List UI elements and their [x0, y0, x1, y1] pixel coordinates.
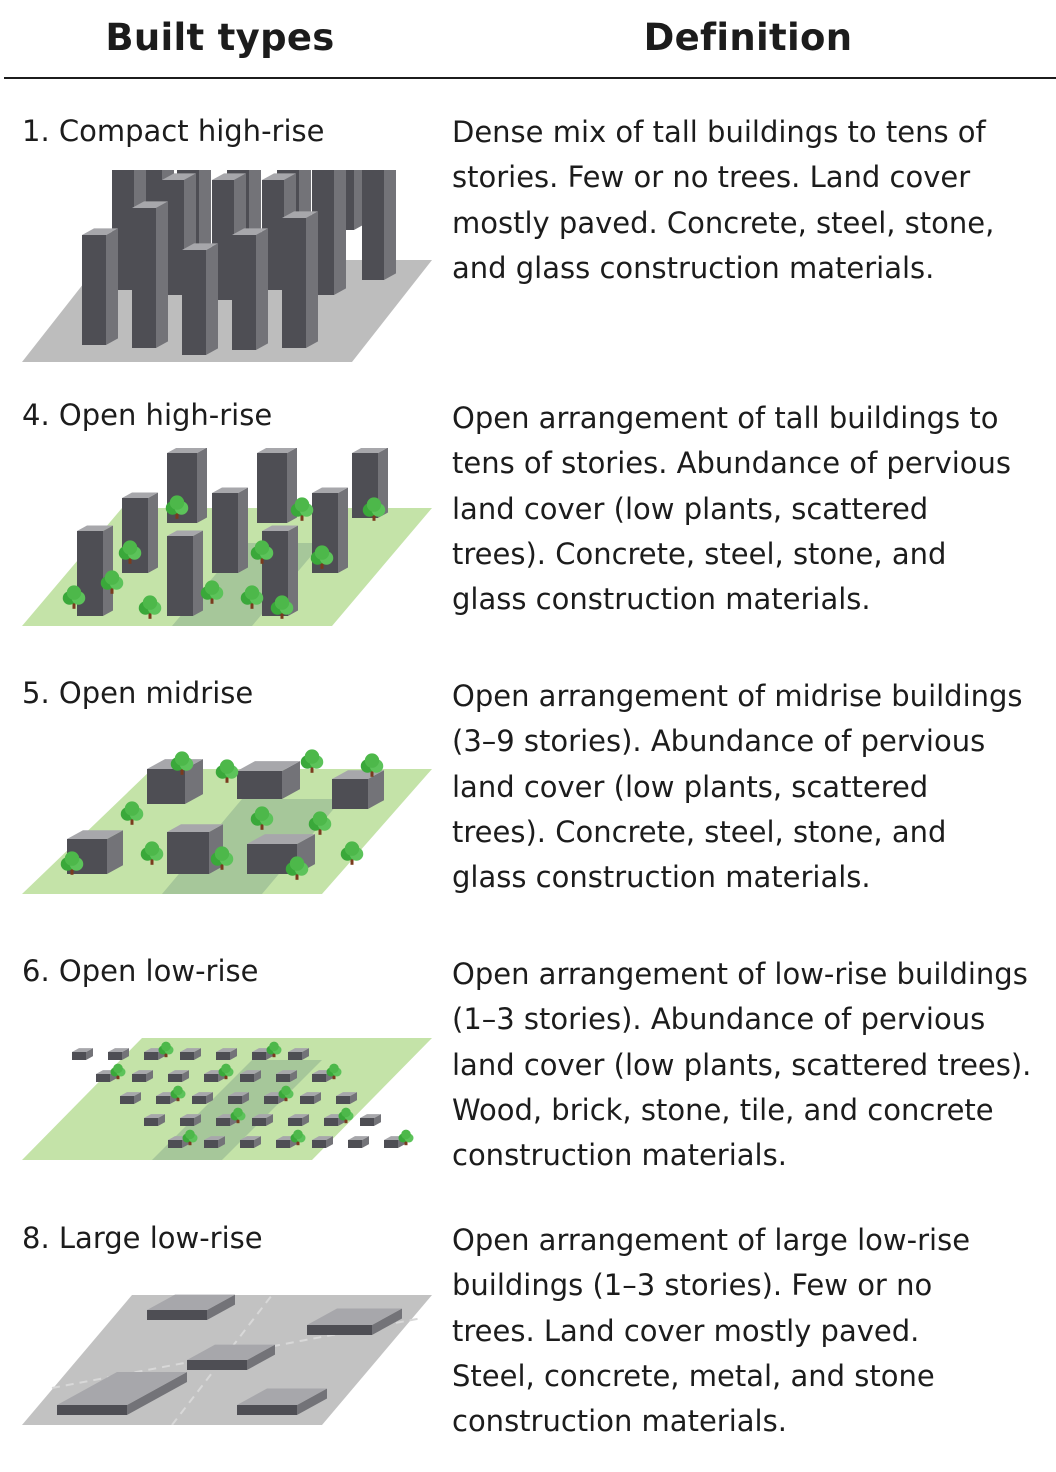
- midrise-building: [332, 770, 384, 809]
- low-rise-building: [348, 1136, 369, 1148]
- definition-line: glass construction materials.: [452, 860, 871, 895]
- high-rise-building: [122, 493, 158, 574]
- definition-line: buildings (1–3 stories). Few or no: [452, 1268, 933, 1303]
- high-rise-building: [167, 531, 203, 617]
- definition-open-high-rise: [452, 396, 1052, 622]
- high-rise-building: [232, 228, 268, 350]
- definition-line: construction materials.: [452, 1138, 787, 1173]
- definition-large-low-rise: [452, 1218, 1052, 1444]
- low-rise-building: [360, 1114, 381, 1126]
- definition-compact-high-rise: [452, 110, 1052, 291]
- low-rise-building: [72, 1048, 93, 1060]
- definition-line: Steel, concrete, metal, and stone: [452, 1358, 935, 1393]
- definition-open-midrise: [452, 674, 1052, 900]
- compact-high-rise-illustration: [22, 170, 432, 362]
- open-high-rise-illustration: [22, 448, 432, 626]
- high-rise-building: [362, 170, 396, 280]
- type-label-large-low-rise: 8. Large low-rise: [22, 1221, 263, 1255]
- definition-line: land cover (low plants, scattered: [452, 769, 929, 804]
- definition-line: land cover (low plants, scattered trees).: [452, 1047, 1032, 1082]
- definition-line: trees. Land cover mostly paved.: [452, 1313, 920, 1348]
- header-divider: [4, 77, 1056, 79]
- definition-line: trees). Concrete, steel, stone, and: [452, 536, 947, 571]
- definition-line: (3–9 stories). Abundance of pervious: [452, 724, 986, 759]
- type-label-compact-high-rise: 1. Compact high-rise: [22, 114, 325, 148]
- definition-line: Wood, brick, stone, tile, and concrete: [452, 1092, 994, 1127]
- definition-line: mostly paved. Concrete, steel, stone,: [452, 205, 995, 240]
- definition-line: Open arrangement of low-rise buildings: [452, 957, 1028, 991]
- definition-open-low-rise: [452, 952, 1052, 1178]
- high-rise-building: [132, 201, 168, 348]
- definition-line: and glass construction materials.: [452, 250, 935, 285]
- definition-line: trees). Concrete, steel, stone, and: [452, 814, 947, 849]
- midrise-building: [167, 824, 223, 874]
- open-midrise-illustration: [22, 744, 432, 894]
- definition-line: Open arrangement of tall buildings to: [452, 401, 999, 435]
- definition-line: Open arrangement of large low-rise: [452, 1223, 971, 1257]
- high-rise-building: [182, 243, 218, 355]
- table-header: [0, 0, 1056, 78]
- open-low-rise-illustration: [22, 1020, 432, 1160]
- definition-line: Open arrangement of midrise buildings: [452, 679, 1023, 713]
- midrise-building: [237, 761, 300, 799]
- type-label-open-midrise: 5. Open midrise: [22, 676, 254, 710]
- definition-line: Dense mix of tall buildings to tens of: [452, 115, 986, 149]
- high-rise-building: [212, 488, 248, 574]
- definition-line: land cover (low plants, scattered: [452, 491, 929, 526]
- large-low-rise-illustration: [22, 1290, 432, 1425]
- high-rise-building: [282, 211, 318, 348]
- definition-line: tens of stories. Abundance of pervious: [452, 446, 1012, 481]
- definition-line: glass construction materials.: [452, 582, 871, 617]
- definition-line: construction materials.: [452, 1404, 787, 1439]
- type-label-open-high-rise: 4. Open high-rise: [22, 398, 273, 432]
- definition-line: (1–3 stories). Abundance of pervious: [452, 1002, 986, 1037]
- column-header-definition: Definition: [643, 16, 853, 59]
- type-label-open-low-rise: 6. Open low-rise: [22, 954, 259, 988]
- high-rise-building: [82, 228, 118, 345]
- column-header-built-types: Built types: [105, 16, 335, 59]
- definition-line: stories. Few or no trees. Land cover: [452, 160, 971, 195]
